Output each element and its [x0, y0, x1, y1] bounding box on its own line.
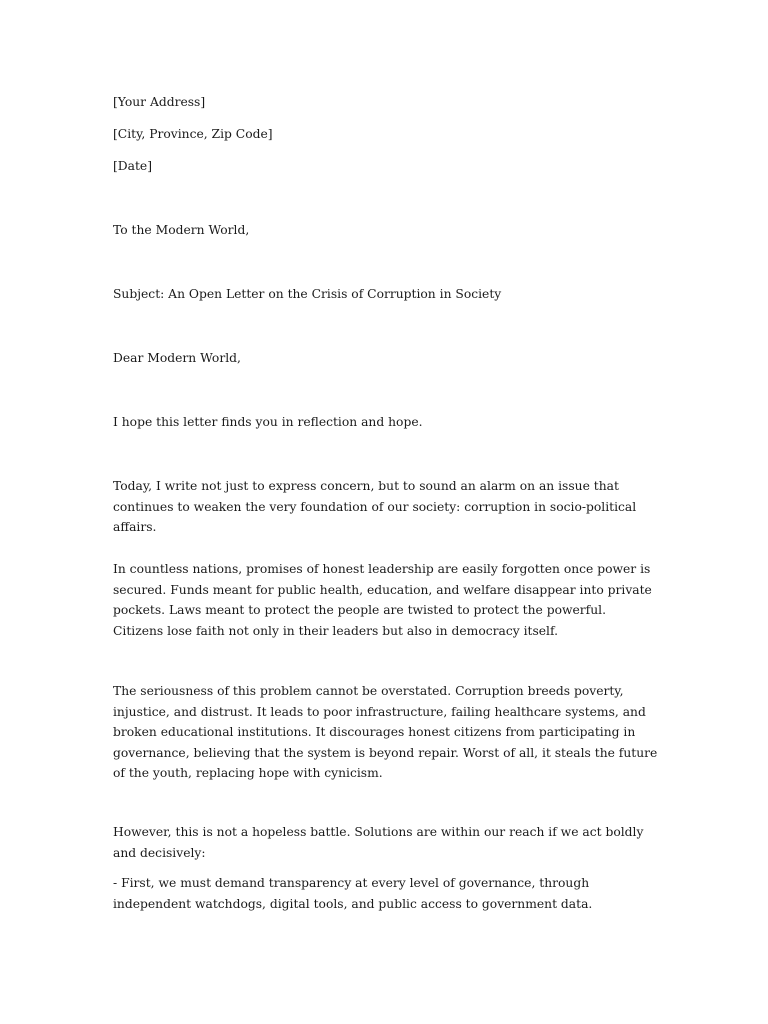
paragraph-concern: Today, I write not just to express concern, but to sound an alarm on an issue that continues to weaken the very foundation of our society: corruption in socio-political affairs.	[113, 479, 641, 534]
sender-city: [City, Province, Zip Code]	[113, 127, 273, 141]
paragraph-seriousness: The seriousness of this problem cannot be overstated. Corruption breeds poverty, injustice, and distrust. It leads to poor infrastructure, failing healthcare systems, and broken educational institutions. It discourages honest citizens from participating in governance, believing that the system is beyond repair. Worst of all, it steals the future of the youth, replacing hope with cynicism.	[113, 684, 662, 780]
paragraph-solutions: However, this is not a hopeless battle. Solutions are within our reach if we act boldly and decisively:	[113, 825, 648, 860]
opening-line: I hope this letter finds you in reflection and hope.	[113, 415, 423, 429]
letter-date: [Date]	[113, 159, 153, 173]
paragraph-nations: In countless nations, promises of honest leadership are easily forgotten once power is secured. Funds meant for public health, education, and welfare disappear into private pockets. Laws meant to protect the people are twisted to protect the powerful. Citizens lose faith not only in their leaders but also in democracy itself.	[113, 562, 656, 638]
subject-line: Subject: An Open Letter on the Crisis of Corruption in Society	[113, 287, 502, 301]
sender-address: [Your Address]	[113, 95, 206, 109]
salutation: Dear Modern World,	[113, 351, 241, 365]
recipient-line: To the Modern World,	[113, 223, 250, 237]
list-item-transparency: - First, we must demand transparency at every level of governance, through independent watchdogs, digital tools, and public access to government data.	[113, 876, 594, 911]
